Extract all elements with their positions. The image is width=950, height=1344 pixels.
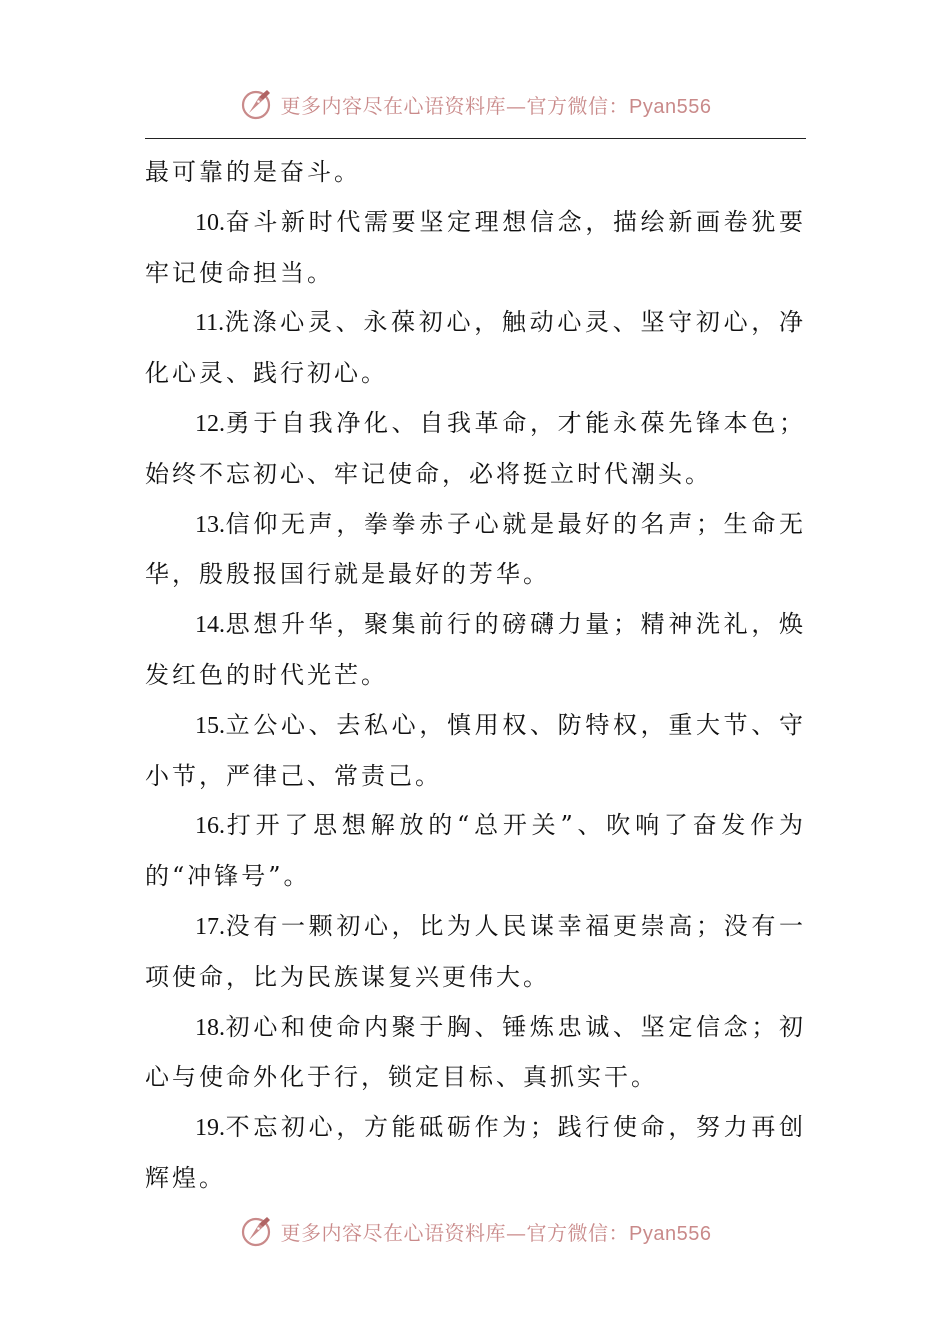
list-item-12: 12.勇于自我净化、自我革命，才能永葆先锋本色；始终不忘初心、牢记使命，必将挺立时代潮头。: [145, 408, 806, 488]
list-item-13: 13.信仰无声，拳拳赤子心就是最好的名声；生命无华，殷殷报国行就是最好的芳华。: [145, 509, 806, 589]
list-item-18: 18.初心和使命内聚于胸、锤炼忠诚、坚定信念；初心与使命外化于行，锁定目标、真抓实干。: [145, 1012, 806, 1092]
list-item-14: 14.思想升华，聚集前行的磅礴力量；精神洗礼，焕发红色的时代光芒。: [145, 610, 806, 689]
footer-brand: [239, 1213, 712, 1249]
list-item-15: 15.立公心、去私心，慎用权、防特权，重大节、守小节，严律己、常责己。: [145, 710, 806, 790]
list-item-19: 19.不忘初心，方能砥砺作为；践行使命，努力再创辉煌。: [145, 1113, 806, 1192]
pen-nib-logo-icon: [239, 86, 275, 122]
page-footer: [0, 1209, 950, 1253]
footer-brand-text: 更多内容尽在心语资料库—官方微信：Pyan556: [280, 1220, 712, 1245]
list-item-11: 11.洗涤心灵、永葆初心，触动心灵、坚守初心，净化心灵、践行初心。: [145, 308, 806, 388]
list-item-10: 10.奋斗新时代需要坚定理想信念，描绘新画卷犹要牢记使命担当。: [145, 207, 806, 287]
header-brand: [239, 86, 712, 122]
list-item-17: 17.没有一颗初心，比为人民谋幸福更崇高；没有一项使命，比为民族谋复兴更伟大。: [145, 911, 806, 991]
list-item-16: 16.打开了思想解放的“总开关”、吹响了奋发作为的“冲锋号”。: [145, 811, 806, 891]
pen-nib-logo-icon: [239, 1213, 275, 1249]
header-divider: [145, 138, 806, 139]
continuation-paragraph: 最可靠的是奋斗。: [145, 158, 361, 186]
header-brand-text: 更多内容尽在心语资料库—官方微信：Pyan556: [280, 93, 712, 118]
document-body: [145, 148, 806, 1204]
page-header: [0, 82, 950, 126]
